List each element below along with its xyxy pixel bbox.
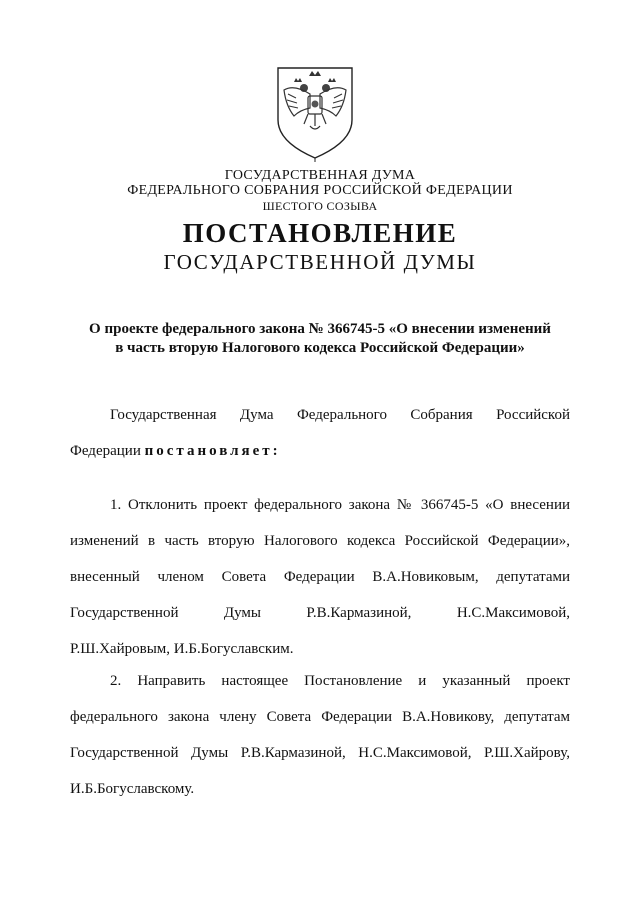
org-name-line1: ГОСУДАРСТВЕННАЯ ДУМА [224,168,416,183]
item1-line4: Государственной Думы Р.В.Кармазиной, Н.С.Максимовой, [70,605,570,621]
preamble-line2 [70,443,570,460]
convocation-line: ШЕСТОГО СОЗЫВА [262,199,378,213]
document-body [70,0,570,905]
preamble-line2-start: Федерации [70,443,145,459]
item2-line2: федерального закона члену Совета Федерации В.А.Новикову, депутатам [70,709,570,725]
item2-line4: И.Б.Богуславскому. [70,781,195,797]
subject-line2: в часть вторую Налогового кодекса Российской Федерации» [115,340,525,356]
org-name-line2: ФЕДЕРАЛЬНОГО СОБРАНИЯ РОССИЙСКОЙ ФЕДЕРАЦИИ [127,183,513,198]
item1-line3: внесенный членом Совета Федерации В.А.Новиковым, депутатами [70,569,570,585]
document-subtitle: ГОСУДАРСТВЕННОЙ ДУМЫ [163,250,477,274]
item2-line3: Государственной Думы Р.В.Кармазиной, Н.С.Максимовой, Р.Ш.Хайрову, [70,745,570,761]
item1-line1: 1. Отклонить проект федерального закона № 366745-5 «О внесении [110,497,570,513]
decree-verb: постановляет: [144,443,281,459]
subject-line1: О проекте федерального закона № 366745-5 «О внесении изменений [89,321,551,337]
item1-line5: Р.Ш.Хайровым, И.Б.Богуславским. [70,641,294,657]
document-title: ПОСТАНОВЛЕНИЕ [182,218,458,248]
item2-line1: 2. Направить настоящее Постановление и указанный проект [110,673,570,689]
preamble-line1: Государственная Дума Федерального Собрания Российской [110,407,570,423]
item1-line2: изменений в часть вторую Налогового кодекса Российской Федерации», [70,533,570,549]
